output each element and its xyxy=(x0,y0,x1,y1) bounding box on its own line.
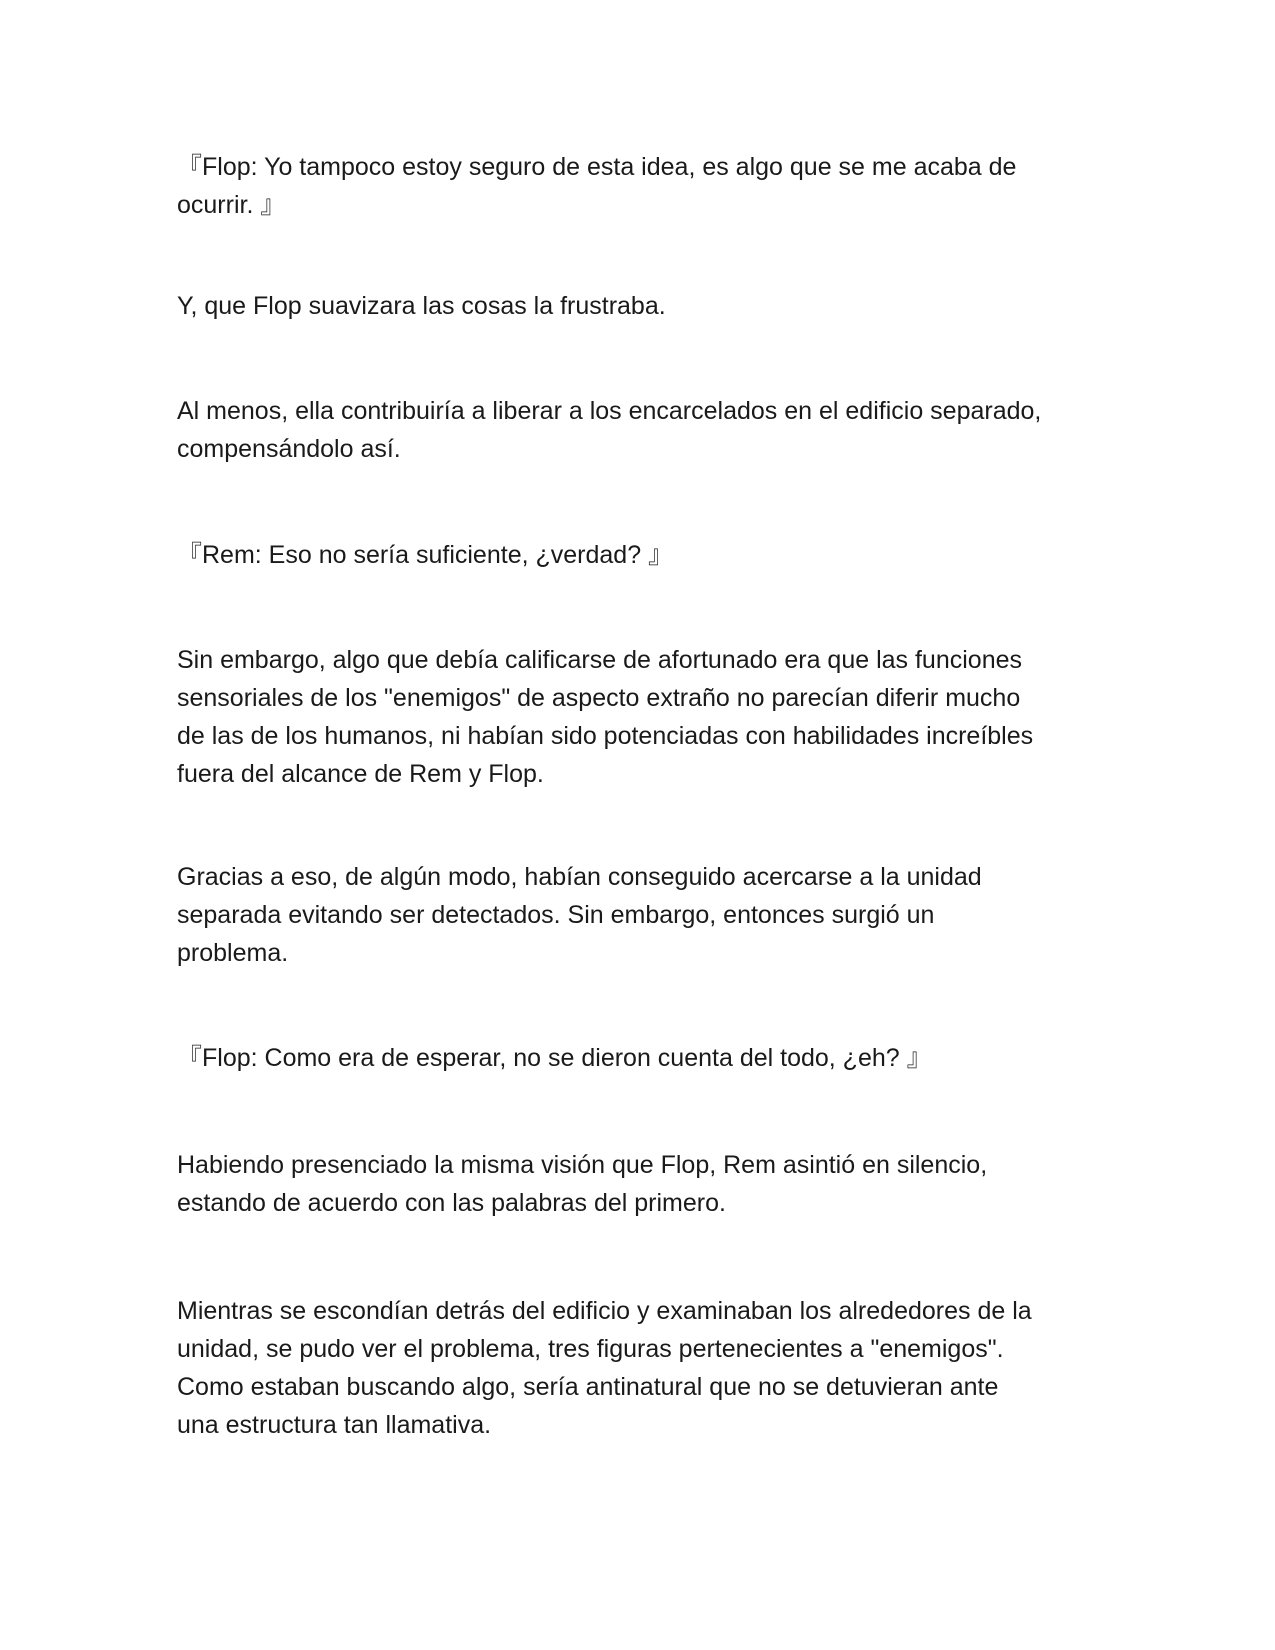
paragraph-narration-3: Sin embargo, algo que debía calificarse de afortunado era que las funciones sensoriales de los "enemigos" de aspecto extraño no parecían diferir mucho de las de los humanos, ni habían sido potenciadas con habilidades increíbles fuera del alcance de Rem y Flop. xyxy=(177,646,1034,788)
paragraph-dialogue-flop-2: 『Flop: Como era de esperar, no se dieron cuenta del todo, ¿eh? 』 xyxy=(177,1044,932,1072)
paragraph-dialogue-flop-1: 『Flop: Yo tampoco estoy seguro de esta idea, es algo que se me acaba de ocurrir. 』 xyxy=(177,153,1017,219)
paragraph-narration-5: Habiendo presenciado la misma visión que Flop, Rem asintió en silencio, estando de acuerdo con las palabras del primero. xyxy=(177,1151,988,1217)
paragraph-narration-6: Mientras se escondían detrás del edificio y examinaban los alrededores de la unidad, se pudo ver el problema, tres figuras pertenecientes a "enemigos". Como estaban buscando algo, sería antinatural que no se detuvieran ante una estructura tan llamativa. xyxy=(177,1297,1032,1439)
paragraph-narration-2: Al menos, ella contribuiría a liberar a los encarcelados en el edificio separado, compensándolo así. xyxy=(177,397,1042,463)
paragraph-dialogue-rem-1: 『Rem: Eso no sería suficiente, ¿verdad? 』 xyxy=(177,541,674,569)
paragraph-narration-4: Gracias a eso, de algún modo, habían conseguido acercarse a la unidad separada evitando ser detectados. Sin embargo, entonces surgió un problema. xyxy=(177,863,982,967)
paragraph-narration-1: Y, que Flop suavizara las cosas la frustraba. xyxy=(177,292,666,320)
